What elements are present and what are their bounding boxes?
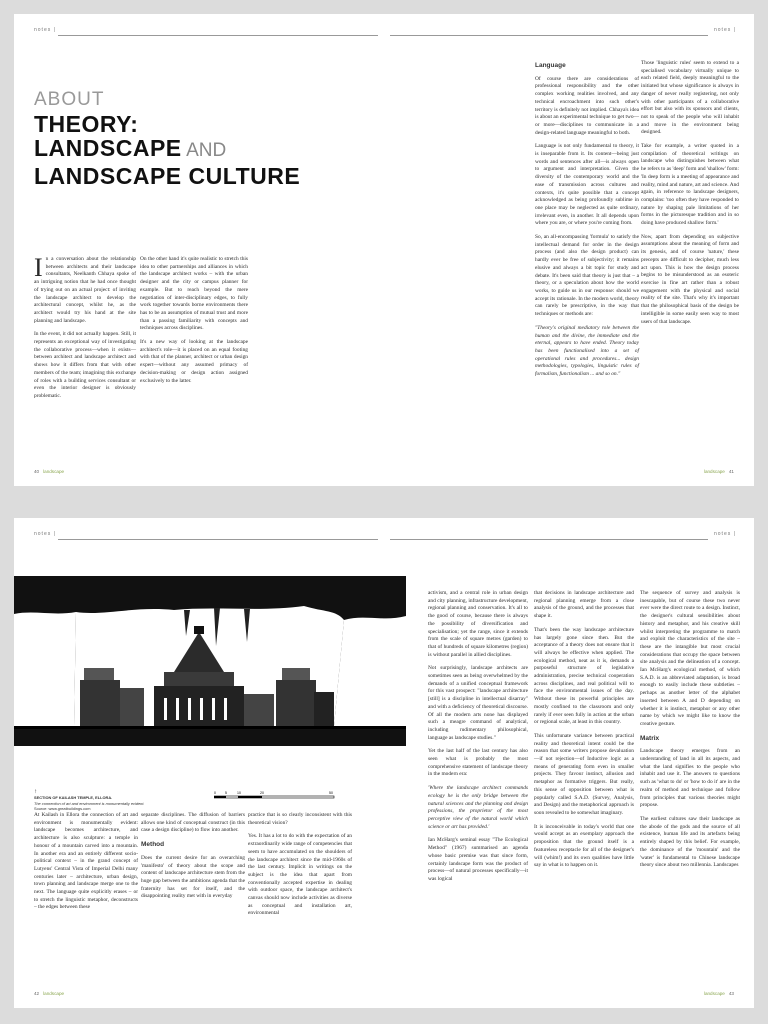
scale-tick-5: 5 [225, 791, 227, 795]
language-paragraph-2: Language is not only fundamental to theory, it is inseparable from it. Its content—being just words and sentences after all—is always open to argument and interpretation. Given the diversity of the contemporary world and the ease of transmission across cultures and contexts, it's quite possible that a concept acknowledged as being profoundly sublime in one place may be neglected as quite ordinary, irrelevant even, in another. It all depends upon where you are, or where you're coming from. [535, 143, 639, 227]
page-number-41: 41 [728, 469, 734, 474]
c4-paragraph-3: Yet the last half of the last century has also seen what is probably the most comprehensive statement of landscape theory in the modern era: [428, 748, 528, 778]
footer-tag-left: landscape [43, 469, 65, 474]
title-landscape: LANDSCAPE [34, 135, 182, 161]
caption-source: Source: www.greatbuildings.com [34, 806, 91, 812]
col4-paragraph-3: Now, apart from depending on subjective assumptions about the meaning of form and its genesis, and of course 'nature,' these precepts are difficult to decipher, much less act upon. This is how the design process begins to be misunderstood as an esoteric exercise in fine art rather than a robust engagement with the physical and social reality of the site. That's why it's important that the philosophical basis of the design be intelligible in some easily seen way to most users of that landscape. [641, 233, 739, 325]
spread-page-40-41 [14, 14, 754, 486]
page-number-40: 40 [34, 469, 40, 474]
footer-tag-right: landscape [703, 469, 725, 474]
c4-paragraph-2: Not surprisingly, landscape architects are sometimes seen as being overwhelmed by the demands of a unified conceptual framework for this vast prospect: "landscape architecture [still] is a discipline in intellectual disarray" and with a deficiency of theoretical discourse. Of all the modern arts none has displayed such a meagre command of analytical, including rudimentary philosophical, language as landscape studies." [428, 665, 528, 741]
c6-paragraph-3: The earliest cultures saw their landscape as the abode of the gods and the source of all existence, human life and its artefacts being entirely shaped by this belief. For example, the dominance of the 'mountain' and the 'water' is fundamental to Chinese landscape theory since about two millennia. Landscapes [640, 815, 740, 869]
title-and: AND [186, 140, 227, 161]
col2-paragraph-1: On the other hand it's quite realistic to stretch this idea to other partnerships and alliances in which the landscape architect works – with the urban designer and the city or campus planner for example. But to reach beyond the mere negotiation of inter-disciplinary edges, to fully work together towards borne environments there has to be an assumption of mutual trust and more than a passing familiarity with concepts and techniques across disciplines. [140, 256, 248, 332]
c5-paragraph-4: It is inconceivable in today's world that one would accept as an exemplary approach the proposition that the ground itself is a featureless receptacle for all of the designer's will (whim!) and its own qualities have little say in what is to happen on it. [534, 823, 634, 869]
kailash-temple-section-illustration [14, 576, 406, 746]
spread2-column-4 [428, 590, 528, 890]
c6-paragraph-2: Landscape theory emerges from an understanding of land in all its aspects, and what the land signifies to the people who inhabit and use it. The answers to questions such as 'what to do' or 'how to do it' are in the realm of method and technique and follow from principles that various theories might propose. [640, 748, 740, 809]
north-arrow-icon: ↑ [34, 789, 37, 795]
footer-left [34, 469, 68, 474]
c3-paragraph-2: Yes. It has a lot to do with the expectation of an extraordinarily wide range of competencies that seem to have accumulated on the shoulders of the landscape architect since the mid-1960s of the last century. Implicit in writings on the subject is the idea that apart from conventionally accepted expertise in dealing with outdoor space, the landscape architect's canvas should now include activities as diverse as conceptual and installation art, environmental [248, 833, 352, 917]
col4-paragraph-2: Take for example, a writer quoted in a compilation of theoretical writings on landscape who distinguishes between what he refers to as 'deep' form and 'shallow' form: 'In deep form is a meeting of appearance and reality, mind and nature, art and science. And again, in reference to landscape designers, complains: 'too often they have responded to nature by shaping pale limitations of her forms in the picturesque tradition and in so doing have produced shallow form.' [641, 143, 739, 227]
caption-body: The connection of art and environment is monumentally evident. [34, 800, 145, 806]
section-heading-method: Method [141, 841, 165, 849]
scale-tick-20: 20 [260, 791, 264, 795]
running-header-left: notes | [34, 27, 56, 33]
spread2-column-1 [34, 812, 138, 918]
footer-left [34, 991, 68, 996]
col4-paragraph-1: Those 'linguistic rules' seem to extend to a specialised vocabulary virtually unique to each related field, deeply meaningful to the initiated but whose significance is always in danger of never really registering, not only with other participants of a collaborative effort but also with its sponsors and clients, not to speak of the people who will inhabit and move in the environment being designed. [641, 60, 739, 136]
scale-tick-0: 0 [214, 791, 216, 795]
c6-paragraph-1: The sequence of survey and analysis is inescapable, but of course these two never ever were the direct route to a design. Instinct, the designer's cultural sensibilities about history and metaphor, and his creative skill whilst interpreting the programme to match and exploit the characteristics of the site – these are the intangible but most crucial considerations that occupy the space between site analysis and the delineation of a concept. Ian McHarg's ecological method, of which S.A.D. is an abbreviated adaptation, is broad enough to easily include these subtleties – perhaps as another letter of the alphabet inserted between A and D depending on whether it is instinct, metaphor or any other name by which we might like to know the creative gesture. [640, 590, 740, 727]
c4-paragraph-4: Ian McHarg's seminal essay "The Ecological Method" (1967) summarised an agenda whose basic premise was that since form, certainly landscape form was the product of process—of natural processes specifically—it was logical [428, 837, 528, 882]
c5-paragraph-3: This unfortunate variance between practical reality and theoretical intent could be the reason that some writers propose devaluation—if not rejection—of Inductive logic as a means of generating form even in smaller projects. They favour instinct, allusion and metaphor as formative triggers. But really, this sense of opposition between what is popularly called S.A.D. (Survey, Analysis, and Design) and the metaphorical approach is soon revealed to be somewhat imaginary. [534, 732, 634, 816]
article-title [34, 88, 300, 188]
footer-right [700, 991, 734, 996]
c2-paragraph-1: separate disciplines. The diffusion of barriers allows one kind of conceptual construct (in this case a design discipline) to flow into another. [141, 812, 245, 834]
c3-paragraph-1: practice that is so clearly inconsistent with this theoretical vision? [248, 812, 352, 826]
footer-right [700, 469, 734, 474]
c5-paragraph-2: That's been the way landscape architecture has largely gone since then. But the acceptance of a theory does not ensure that it will always be effective when applied. The ecological method, neat as it is, demands a purposeful structure of legislative administration, precise technical cooperation across disciplines, and real political will to face the environmental issues of the day. Without these its powerful principles are mostly confined to the classroom and only rarely if ever seen fully in action at the urban or regional scale, at least in this country. [534, 626, 634, 726]
running-header-right: notes | [714, 531, 736, 537]
column-4 [641, 60, 739, 332]
title-about: ABOUT [34, 89, 105, 110]
title-landscape-culture: LANDSCAPE CULTURE [34, 163, 301, 189]
scale-tick-50: 50 [329, 791, 333, 795]
running-header-right: notes | [714, 27, 736, 33]
c4-paragraph-1: activism, and a central role in urban design and city planning, infrastructure development, regional planning and conservation. It's all to the good of course, because there is always the possibility of diversification and specialisation; yet the range, since it extends from the scale of square metres (garden) to that of hundreds of square kilometres (region) is without parallel in allied disciplines. [428, 590, 528, 658]
column-2 [140, 256, 248, 391]
spread-page-42-43 [14, 518, 754, 1008]
spread2-column-5 [534, 590, 634, 876]
intro-paragraph-2: In the event, it did not actually happen. Still, it represents an exceptional way of investigating the collaborative process—when it exists—between architect and landscape architect and shows how it differs from that with other members of the team; imagining this exchange of roles with a building services consultant or even the interior designer is obviously problematic. [34, 331, 136, 399]
intro-column [34, 253, 136, 407]
language-paragraph-3: So, an all-encompassing 'formula' to satisfy the intellectual demand for order in the design process (and also the design product) can hardly ever be free of subjectivity; it remains elusive and always a bit topic for study and debate. It's been said that theory is just that – a theory, or a speculation about how the world works, to guide us in our response: should we accept its rationale. In the modern world, theory can rarely be prescriptive, in the way that techniques or methods are: [535, 234, 639, 318]
drop-cap: I [34, 253, 43, 282]
c5-paragraph-1: that decisions in landscape architecture and regional planning emerge from a close analysis of the ground, and the processes that shape it. [534, 590, 634, 620]
header-rule-left [58, 35, 378, 36]
header-rule-right [390, 539, 708, 540]
figure-caption [34, 790, 154, 812]
section-heading-language: Language [535, 62, 566, 69]
intro-paragraph-1: n a conversation about the relationship between architects and their landscape consultants, Neelkanth Chhaya spoke of an intriguing notion that he had once thought of trying out on an actual project: of inviting the landscape architect to develop the architectural concept, whilst he, as the architect would try his hand at the site planning and landscape. [34, 256, 136, 324]
page-number-43: 43 [728, 991, 734, 996]
page-number-42: 42 [34, 991, 40, 996]
language-quote: "Theory's original mediatory role between the human and the divine, the immediate and the eternal, appears to have ended. Theory today has been functionalised into a set of operational rules and procedures... design methodologies, typologies, linguistic rules of formalism, functionalism ... and so on." [535, 324, 639, 378]
footer-tag-left: landscape [43, 991, 65, 996]
spread2-column-2 [141, 812, 245, 907]
section-heading-matrix: Matrix [640, 734, 660, 742]
scale-tick-10: 10 [237, 791, 241, 795]
header-rule-right [390, 35, 708, 36]
header-rule-left [58, 539, 378, 540]
spread2-column-6 [640, 590, 740, 876]
footer-tag-right: landscape [703, 991, 725, 996]
c1-paragraph-1: At Kailash in Ellora the connection of art and environment is monumentally evident: landscape becomes architecture, and architecture is also sculpture: a temple in honour of a mountain carved into a mountain. In another era and an entirely different socio-political context – in the grand concept of Lutyens' Central Vista of Imperial Delhi many centuries later – architecture, urban design, town planning and landscape merge one to the next. The language quite explicitly erases – or to stretch the linguistic metaphor, deconstructs – the edges between these [34, 812, 138, 911]
caption-title: SECTION OF KAILASH TEMPLE, ELLORA. [34, 795, 113, 801]
running-header-left: notes | [34, 531, 56, 537]
language-column [535, 60, 639, 385]
scale-bar [214, 790, 354, 804]
spread2-column-3 [248, 812, 352, 924]
c2-paragraph-2: Does the current desire for an overarching 'manifesto' of theory about the scope and content of landscape architecture stem from the huge gap between the ambitions agenda that the fraternity has set for itself, and the disappointing reality met with in everyday [141, 854, 245, 900]
title-theory: THEORY: [34, 111, 139, 137]
c4-quote: 'Where the landscape architect commands ecology he is the only bridge between the natural sciences and the planning and design professions, the proprietor of the most perceptive view of the natural world which science or art has provided.' [428, 785, 528, 830]
col2-paragraph-2: It's a new way of looking at the landscape architect's role—it is placed on an equal footing with that of the planner, architect or urban design expert—without any assumed primacy of decision-making or design action assigned exclusively to the latter. [140, 339, 248, 384]
language-paragraph-1: Of course there are considerations of professional responsibility and the other complex working realities involved, and any technical encroachment into such other's territory is definitely not implied. Chhaya's idea is about an experimental technique to get two—or more—disciplines to communicate in a design-related language meaningful to both. [535, 75, 639, 136]
